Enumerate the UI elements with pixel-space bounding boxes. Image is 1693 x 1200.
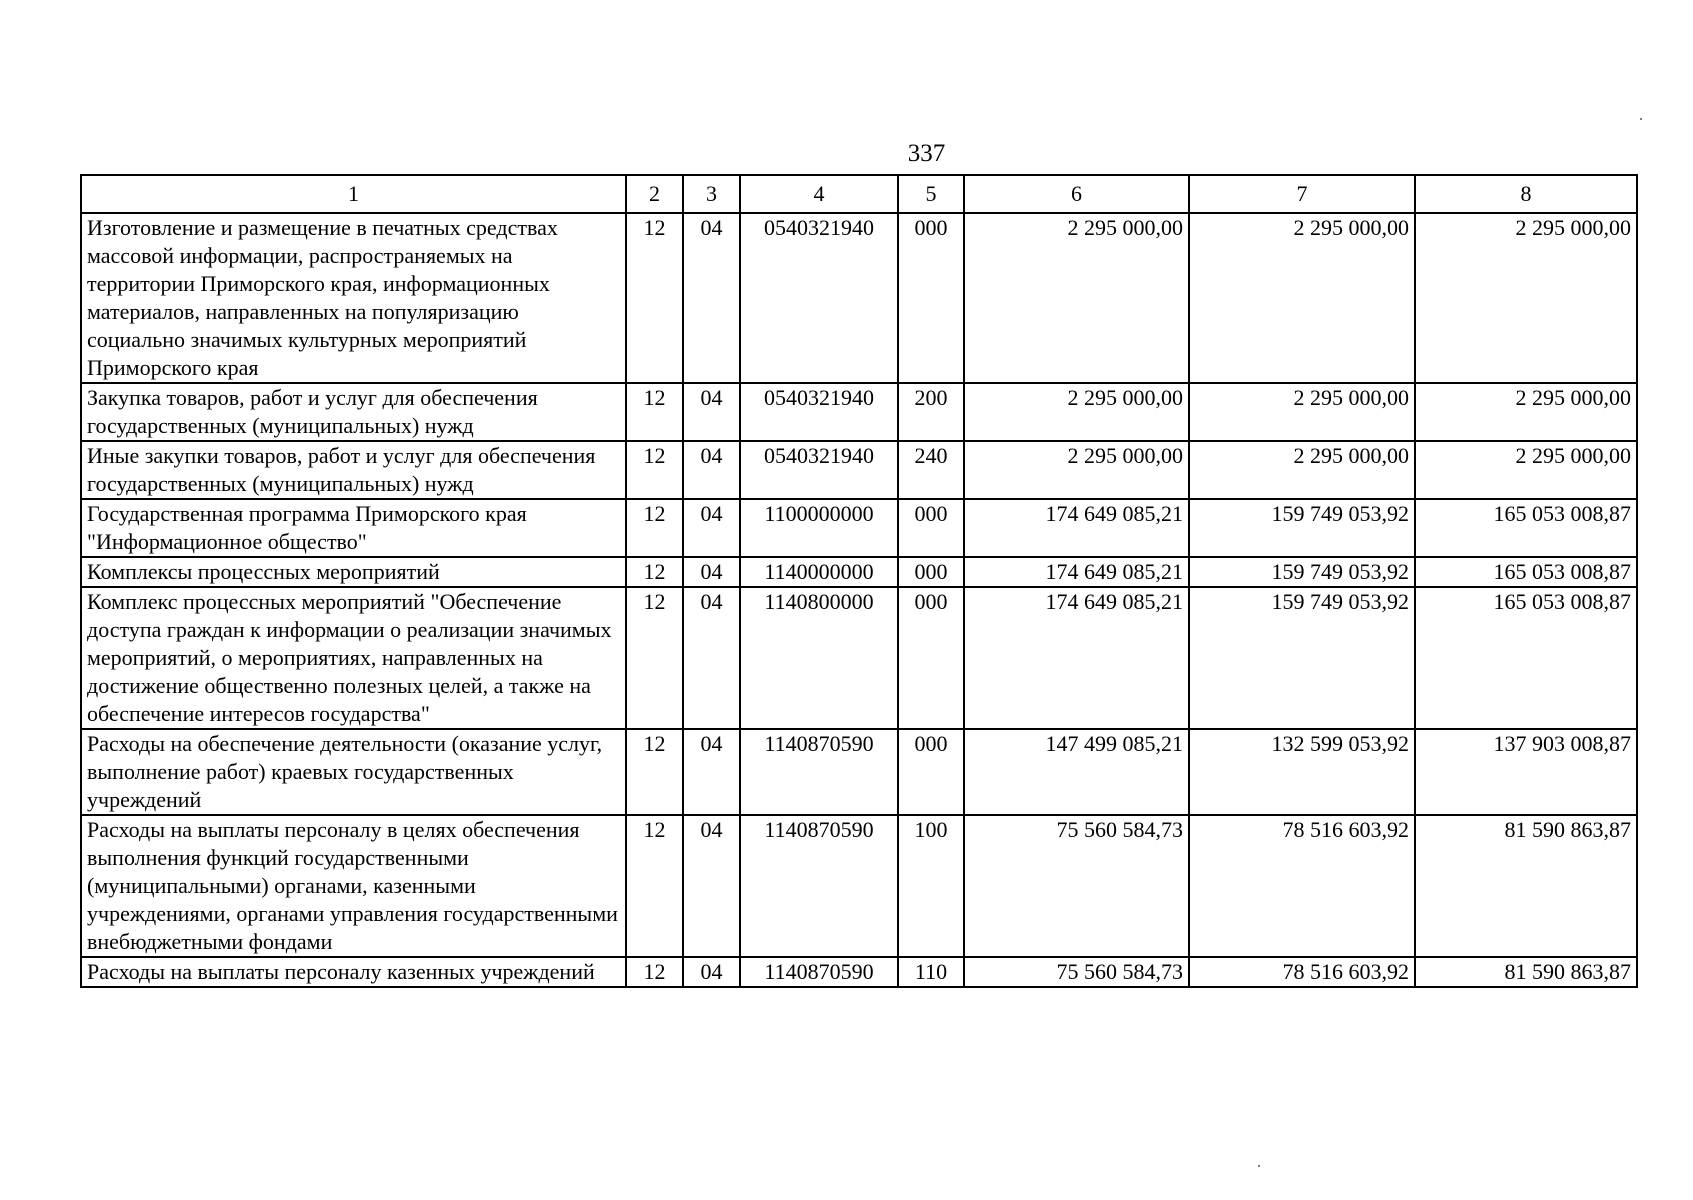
row-section: 12 <box>626 383 683 441</box>
row-expense-type: 240 <box>898 441 964 499</box>
scan-speck <box>1258 1165 1260 1167</box>
row-section: 12 <box>626 441 683 499</box>
row-amount-6: 174 649 085,21 <box>964 499 1189 557</box>
row-expense-type: 000 <box>898 729 964 815</box>
row-expense-type: 000 <box>898 213 964 383</box>
row-amount-8: 81 590 863,87 <box>1415 815 1637 957</box>
row-subsection: 04 <box>683 383 740 441</box>
row-subsection: 04 <box>683 441 740 499</box>
row-target-code: 0540321940 <box>740 213 898 383</box>
row-subsection: 04 <box>683 957 740 987</box>
row-amount-6: 147 499 085,21 <box>964 729 1189 815</box>
budget-table <box>80 174 1638 988</box>
table-row <box>81 957 1637 987</box>
row-subsection: 04 <box>683 213 740 383</box>
row-name: Комплекс процессных мероприятий "Обеспечение доступа граждан к информации о реализации значимых мероприятий, о мероприятиях, направленных на достижение общественно полезных целей, а также на обеспечение интересов государства" <box>81 587 626 729</box>
row-target-code: 1140000000 <box>740 557 898 587</box>
header-col-5: 5 <box>898 175 964 213</box>
row-name: Закупка товаров, работ и услуг для обеспечения государственных (муниципальных) нужд <box>81 383 626 441</box>
row-amount-7: 2 295 000,00 <box>1189 213 1415 383</box>
row-amount-7: 159 749 053,92 <box>1189 587 1415 729</box>
row-amount-6: 2 295 000,00 <box>964 383 1189 441</box>
row-amount-8: 2 295 000,00 <box>1415 383 1637 441</box>
row-amount-8: 137 903 008,87 <box>1415 729 1637 815</box>
row-expense-type: 000 <box>898 587 964 729</box>
row-amount-8: 2 295 000,00 <box>1415 213 1637 383</box>
scan-speck <box>1640 118 1642 120</box>
row-subsection: 04 <box>683 815 740 957</box>
row-amount-7: 2 295 000,00 <box>1189 383 1415 441</box>
table-row <box>81 815 1637 957</box>
row-target-code: 1140800000 <box>740 587 898 729</box>
row-amount-7: 159 749 053,92 <box>1189 499 1415 557</box>
header-col-1: 1 <box>81 175 626 213</box>
row-section: 12 <box>626 557 683 587</box>
row-section: 12 <box>626 815 683 957</box>
row-name: Государственная программа Приморского края "Информационное общество" <box>81 499 626 557</box>
row-name: Расходы на выплаты персоналу казенных учреждений <box>81 957 626 987</box>
row-target-code: 1140870590 <box>740 957 898 987</box>
row-section: 12 <box>626 499 683 557</box>
header-col-6: 6 <box>964 175 1189 213</box>
row-name: Расходы на обеспечение деятельности (оказание услуг, выполнение работ) краевых государственных учреждений <box>81 729 626 815</box>
row-section: 12 <box>626 729 683 815</box>
row-name: Иные закупки товаров, работ и услуг для обеспечения государственных (муниципальных) нужд <box>81 441 626 499</box>
row-amount-6: 2 295 000,00 <box>964 441 1189 499</box>
row-name: Комплексы процессных мероприятий <box>81 557 626 587</box>
row-amount-7: 159 749 053,92 <box>1189 557 1415 587</box>
row-amount-6: 174 649 085,21 <box>964 587 1189 729</box>
header-col-3: 3 <box>683 175 740 213</box>
row-amount-7: 2 295 000,00 <box>1189 441 1415 499</box>
row-amount-8: 165 053 008,87 <box>1415 557 1637 587</box>
row-amount-8: 2 295 000,00 <box>1415 441 1637 499</box>
row-subsection: 04 <box>683 499 740 557</box>
row-name: Расходы на выплаты персоналу в целях обеспечения выполнения функций государственными (муниципальными) органами, казенными учреждениями, органами управления государственными внебюджетными фондами <box>81 815 626 957</box>
row-expense-type: 000 <box>898 499 964 557</box>
row-amount-8: 165 053 008,87 <box>1415 587 1637 729</box>
row-subsection: 04 <box>683 587 740 729</box>
row-amount-6: 174 649 085,21 <box>964 557 1189 587</box>
header-col-4: 4 <box>740 175 898 213</box>
row-section: 12 <box>626 587 683 729</box>
row-section: 12 <box>626 957 683 987</box>
header-col-8: 8 <box>1415 175 1637 213</box>
table-row <box>81 441 1637 499</box>
row-target-code: 1140870590 <box>740 729 898 815</box>
row-amount-8: 165 053 008,87 <box>1415 499 1637 557</box>
row-subsection: 04 <box>683 557 740 587</box>
row-amount-6: 2 295 000,00 <box>964 213 1189 383</box>
row-amount-7: 132 599 053,92 <box>1189 729 1415 815</box>
row-name: Изготовление и размещение в печатных средствах массовой информации, распространяемых на территории Приморского края, информационных материалов, направленных на популяризацию социально значимых культурных мероприятий Приморского края <box>81 213 626 383</box>
row-expense-type: 200 <box>898 383 964 441</box>
row-amount-8: 81 590 863,87 <box>1415 957 1637 987</box>
row-expense-type: 000 <box>898 557 964 587</box>
row-amount-7: 78 516 603,92 <box>1189 957 1415 987</box>
table-row <box>81 587 1637 729</box>
row-amount-6: 75 560 584,73 <box>964 815 1189 957</box>
table-row <box>81 213 1637 383</box>
table-row <box>81 557 1637 587</box>
table-row <box>81 383 1637 441</box>
row-amount-7: 78 516 603,92 <box>1189 815 1415 957</box>
table-row <box>81 499 1637 557</box>
page-number: 337 <box>907 140 946 167</box>
row-target-code: 0540321940 <box>740 441 898 499</box>
header-col-7: 7 <box>1189 175 1415 213</box>
row-target-code: 1100000000 <box>740 499 898 557</box>
row-expense-type: 100 <box>898 815 964 957</box>
row-target-code: 0540321940 <box>740 383 898 441</box>
row-target-code: 1140870590 <box>740 815 898 957</box>
table-row <box>81 729 1637 815</box>
row-subsection: 04 <box>683 729 740 815</box>
row-expense-type: 110 <box>898 957 964 987</box>
row-section: 12 <box>626 213 683 383</box>
table-header-row <box>81 175 1637 213</box>
row-amount-6: 75 560 584,73 <box>964 957 1189 987</box>
header-col-2: 2 <box>626 175 683 213</box>
